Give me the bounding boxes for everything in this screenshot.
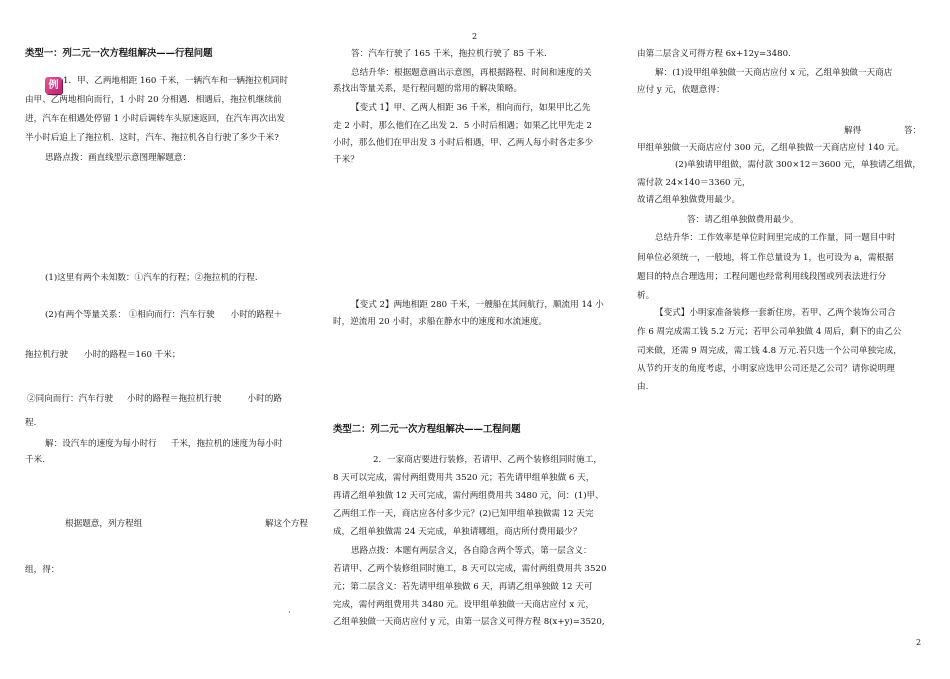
- variant-line: 作 6 周完成需工钱 5.2 万元；若甲公司单独做 4 周后，剩下的由乙公: [637, 327, 902, 337]
- problem-line: 乙两组工作一天，商店应各付多少元？(2)已知甲组单独做需 12 天完: [333, 509, 594, 519]
- variant-line: 【变式】小明家准备装修一套新住房，若甲、乙两个装饰公司合: [655, 308, 896, 318]
- summary-line: 析。: [637, 291, 655, 301]
- section-heading-work: 类型二：列二元一次方程组解决——工程问题: [333, 424, 521, 435]
- page-number-bottom: 2: [916, 638, 922, 647]
- solution-part: 千米，拖拉机的速度为每小时: [170, 439, 283, 449]
- example-text: 1．甲、乙两地相距 160 千米，一辆汽车和一辆拖拉机同时: [63, 76, 288, 86]
- hint-line: 若请甲、乙两个装修组同时施工，8 天可以完成，需付两组费用共 3520: [333, 564, 607, 574]
- relation-part: 小时的路程＋: [230, 310, 283, 320]
- variant-2-line: 【变式 2】两地相距 280 千米，一艘船在其间航行，顺流用 14 小: [351, 300, 604, 310]
- answer-line: 答：汽车行驶了 165 千米，拖拉机行驶了 85 千米.: [351, 49, 547, 59]
- setup-line: 组，得：: [25, 565, 60, 575]
- variant-1-line: 千米？: [333, 155, 359, 165]
- summary-line: 总结升华：工作效率是单位时间里完成的工作量，同一题目中时: [655, 233, 896, 243]
- relation-part: 拖拉机行驶: [25, 350, 68, 360]
- solution-line: [45, 436, 282, 452]
- dot-mark: ·: [288, 608, 291, 618]
- relation-part: (2)有两个等量关系： ①相向而行：汽车行驶: [45, 310, 215, 320]
- hint-line: 思路点拨：本题有两层含义，各自隐含两个等式，第一层含义：: [351, 546, 592, 556]
- unknowns-text: (1)这里有两个未知数：①汽车的行程；②拖拉机的行程.: [45, 273, 258, 283]
- hint-line: 完成，需付两组费用共 3480 元。设甲组单独做一天商店应付 x 元，: [333, 600, 595, 610]
- example-line: [45, 73, 288, 94]
- problem-line: 8 天可以完成，需付两组费用共 3520 元；若先请甲组单独做 6 天，: [333, 473, 595, 483]
- text-line: 需付款 24×140＝3360 元，: [637, 178, 751, 188]
- relation-part: 小时的路程＝拖拉机行驶: [126, 394, 222, 404]
- answer-label: 答：: [904, 126, 922, 136]
- relation-line: [27, 391, 282, 407]
- text-line: 应付 y 元，依题意得：: [637, 85, 725, 95]
- solution-part: 解：设汽车的速度为每小时行: [45, 439, 157, 449]
- example-line: 半小时后追上了拖拉机．这时，汽车、拖拉机各自行驶了多少千米?: [25, 133, 279, 143]
- section-heading-travel: 类型一：列二元一次方程组解决——行程问题: [25, 48, 213, 59]
- variant-1-line: 【变式 1】甲、乙两人相距 36 千米，相向而行，如果甲比乙先: [351, 103, 591, 113]
- relation-line: 程.: [25, 418, 37, 428]
- relation-part: 小时的路: [247, 394, 282, 404]
- summary-line: 系找出等量关系，是行程问题的常用的解决策略。: [333, 84, 523, 94]
- variant-1-line: 小时，那么他们在甲出发 3 小时后相遇，甲、乙两人每小时各走多少: [333, 138, 594, 148]
- page-number-top: 2: [472, 32, 478, 41]
- example-line: 进，汽车在相遇处停留 1 小时后调转车头原速返回，在汽车再次出发: [25, 114, 286, 124]
- solution-line: 千米.: [25, 455, 45, 465]
- relation-part: ②同向而行：汽车行驶: [27, 394, 113, 404]
- solve-label: 解得: [844, 126, 862, 136]
- example-line: 由甲、乙两地相向而行，1 小时 20 分相遇．相遇后，拖拉机继续前: [25, 95, 282, 105]
- summary-line: 总结升华：根据题意画出示意图，再根据路程、时间和速度的关: [351, 68, 592, 78]
- setup-line: 根据题意，列方程组: [65, 519, 143, 529]
- text-line: (2)单独请甲组做，需付款 300×12＝3600 元，单独请乙组做，: [675, 160, 921, 170]
- text-line: 故请乙组单独做费用最少。: [637, 195, 741, 205]
- summary-line: 间单位必须统一，一般地，将工作总量设为 1，也可设为 a，需根据: [637, 253, 894, 263]
- relation-line: [25, 347, 180, 363]
- text-line: 由第二层含义可得方程 6x+12y=3480.: [637, 49, 791, 59]
- text-line: 解：(1)设甲组单独做一天商店应付 x 元，乙组单独做一天商店: [655, 68, 893, 78]
- relation-line: [45, 307, 282, 323]
- variant-1-line: 走 2 小时，那么他们在乙出发 2．5 小时后相遇；如果乙比甲先走 2: [333, 121, 592, 131]
- variant-line: 从节约开支的角度考虑，小明家应选甲公司还是乙公司？请你说明理: [637, 364, 895, 374]
- problem-line: 再请乙组单独做 12 天可完成，需付两组费用共 3480 元，问：(1)甲、: [333, 491, 604, 501]
- text-line: 甲组单独做一天商店应付 300 元，乙组单独做一天商店应付 140 元。: [637, 143, 905, 153]
- variant-line: 由.: [637, 382, 649, 392]
- example-badge-icon: 例: [45, 77, 62, 94]
- setup-line: 解这个方程: [265, 519, 308, 529]
- hint-text: 思路点拨：画直线型示意图理解题意：: [45, 153, 192, 163]
- variant-2-line: 时，逆流用 20 小时，求船在静水中的速度和水流速度。: [333, 317, 548, 327]
- summary-line: 题目的特点合理选用；工程问题也经常利用线段图或列表法进行分: [637, 272, 887, 282]
- variant-line: 司来做，还需 9 周完成，需工钱 4.8 万元.若只选一个公司单独完成，: [637, 346, 902, 356]
- problem-line: 成，乙组单独做需 24 天完成，单独请哪组，商店所付费用最少？: [333, 527, 582, 537]
- relation-part: 小时的路程＝160 千米；: [83, 350, 181, 360]
- hint-line: 乙组单独做一天商店应付 y 元，由第一层含义可得方程 8(x+y)=3520,: [333, 617, 605, 627]
- problem-line: 2．一家商店要进行装修，若请甲、乙两个装修组同时施工，: [373, 455, 602, 465]
- answer-line: 答：请乙组单独做费用最少。: [687, 215, 799, 225]
- hint-line: 元；第二层含义：若先请甲组单独做 6 天，再请乙组单独做 12 天可: [333, 582, 593, 592]
